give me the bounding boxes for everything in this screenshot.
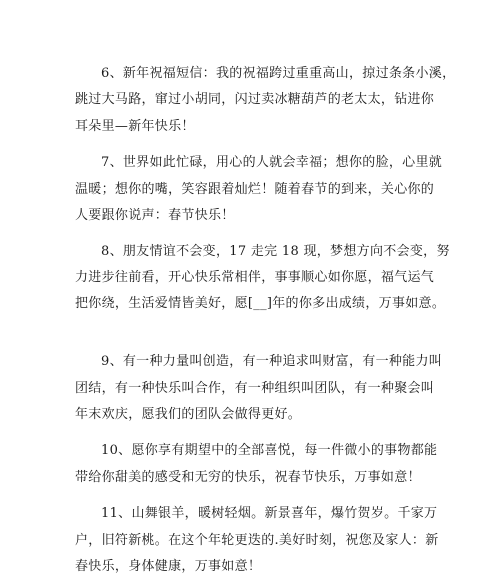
text-line: 把你绕，生活爱情皆美好，愿[__]年的你多出成绩，万事如意。 [75,296,446,311]
text-line: 人要跟你说声：春节快乐！ [75,208,235,223]
text-line: 户，旧符新桃。在这个年轮更迭的.美好时刻，祝您及家人：新 [75,533,439,548]
text-line: 9、有一种力量叫创造，有一种追求叫财富，有一种能力叫 [101,354,443,369]
text-line: 团结，有一种快乐叫合作，有一种组织叫团队，有一种聚会叫 [75,381,435,396]
text-line: 8、朋友情谊不会变，17 走完 18 现，梦想方向不会变，努 [101,244,450,259]
text-line: 温暖；想你的嘴，笑容跟着灿烂！随着春节的到来，关心你的 [75,182,435,197]
text-line: 7、世界如此忙碌，用心的人就会幸福；想你的脸，心里就 [101,155,443,170]
text-line: 跳过大马路，窜过小胡同，闪过卖冰糖葫芦的老太太，钻进你 [75,92,435,107]
text-line: 带给你甜美的感受和无穷的快乐，祝春节快乐，万事如意！ [75,470,421,485]
text-line: 10、愿你享有期望中的全部喜悦，每一件微小的事物都能 [101,443,438,458]
text-line: 11、山舞银羊，暖树轻烟。新景喜年，爆竹贺岁。千家万 [101,506,438,521]
text-line: 春快乐，身体健康，万事如意！ [75,559,262,574]
text-line: 耳朵里—新年快乐！ [75,119,195,134]
text-line: 力进步往前看，开心快乐常相伴，事事顺心如你愿，福气运气 [75,270,435,285]
text-line: 年末欢庆，愿我们的团队会做得更好。 [75,407,302,422]
text-line: 6、新年祝福短信：我的祝福跨过重重高山，掠过条条小溪， [101,66,456,81]
